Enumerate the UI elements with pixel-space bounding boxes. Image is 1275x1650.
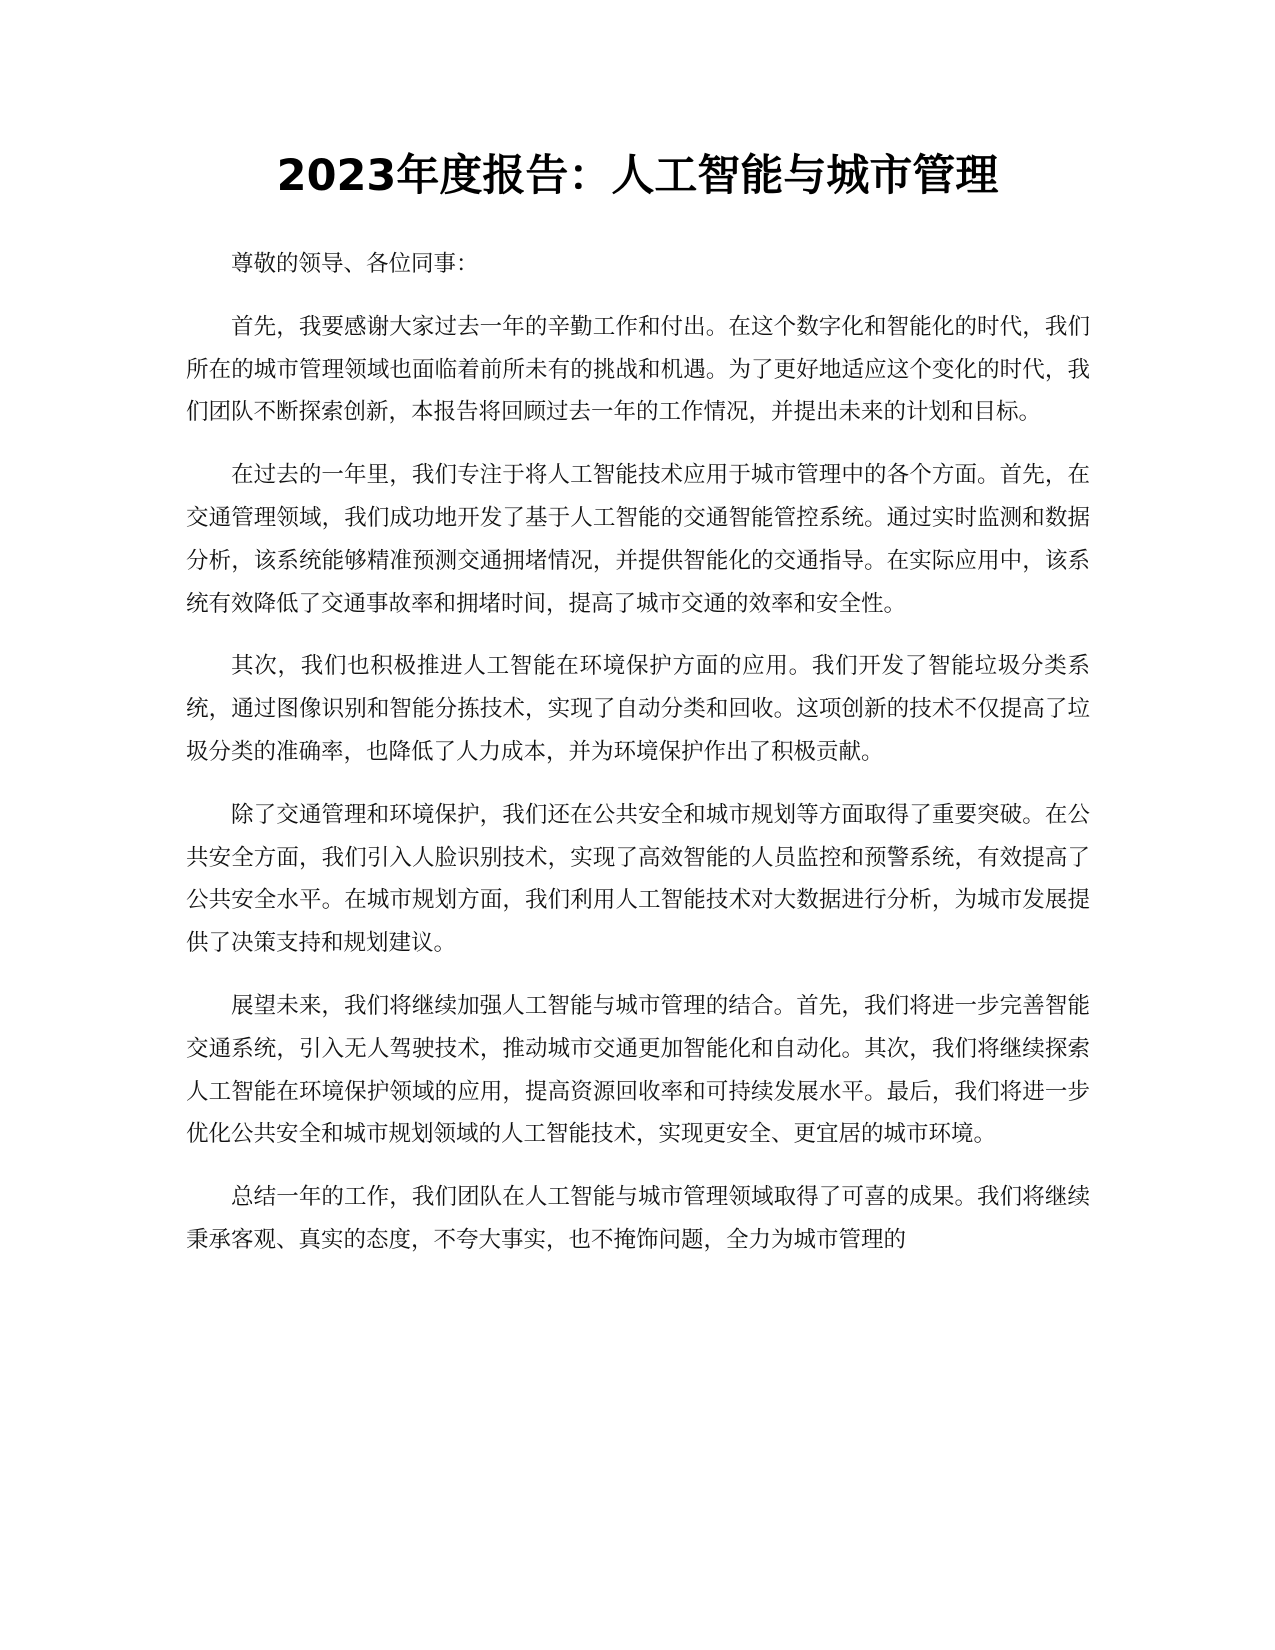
paragraph-traffic-management: 在过去的一年里，我们专注于将人工智能技术应用于城市管理中的各个方面。首先，在交通管理领域，我们成功地开发了基于人工智能的交通智能管控系统。通过实时监测和数据分析，该系统能够精准预测交通拥堵情况，并提供智能化的交通指导。在实际应用中，该系统有效降低了交通事故率和拥堵时间，提高了城市交通的效率和安全性。 bbox=[186, 462, 1090, 617]
paragraph-environmental-protection: 其次，我们也积极推进人工智能在环境保护方面的应用。我们开发了智能垃圾分类系统，通过图像识别和智能分拣技术，实现了自动分类和回收。这项创新的技术不仅提高了垃圾分类的准确率，也降低了人力成本，并为环境保护作出了积极贡献。 bbox=[186, 653, 1090, 765]
paragraph-introduction: 首先，我要感谢大家过去一年的辛勤工作和付出。在这个数字化和智能化的时代，我们所在的城市管理领域也面临着前所未有的挑战和机遇。为了更好地适应这个变化的时代，我们团队不断探索创新，本报告将回顾过去一年的工作情况，并提出未来的计划和目标。 bbox=[186, 313, 1090, 426]
document-body bbox=[186, 243, 1090, 1282]
paragraph-summary: 总结一年的工作，我们团队在人工智能与城市管理领域取得了可喜的成果。我们将继续秉承客观、真实的态度，不夸大事实，也不掩饰问题，全力为城市管理的 bbox=[186, 1184, 1090, 1253]
paragraph-public-safety-planning: 除了交通管理和环境保护，我们还在公共安全和城市规划等方面取得了重要突破。在公共安全方面，我们引入人脸识别技术，实现了高效智能的人员监控和预警系统，有效提高了公共安全水平。在城市规划方面，我们利用人工智能技术对大数据进行分析，为城市发展提供了决策支持和规划建议。 bbox=[186, 801, 1090, 957]
document-title: 2023年度报告：人工智能与城市管理 bbox=[276, 151, 999, 201]
paragraph-salutation: 尊敬的领导、各位同事： bbox=[231, 251, 479, 277]
paragraph-future-outlook: 展望未来，我们将继续加强人工智能与城市管理的结合。首先，我们将进一步完善智能交通系统，引入无人驾驶技术，推动城市交通更加智能化和自动化。其次，我们将继续探索人工智能在环境保护领域的应用，提高资源回收率和可持续发展水平。最后，我们将进一步优化公共安全和城市规划领域的人工智能技术，实现更安全、更宜居的城市环境。 bbox=[186, 992, 1090, 1148]
